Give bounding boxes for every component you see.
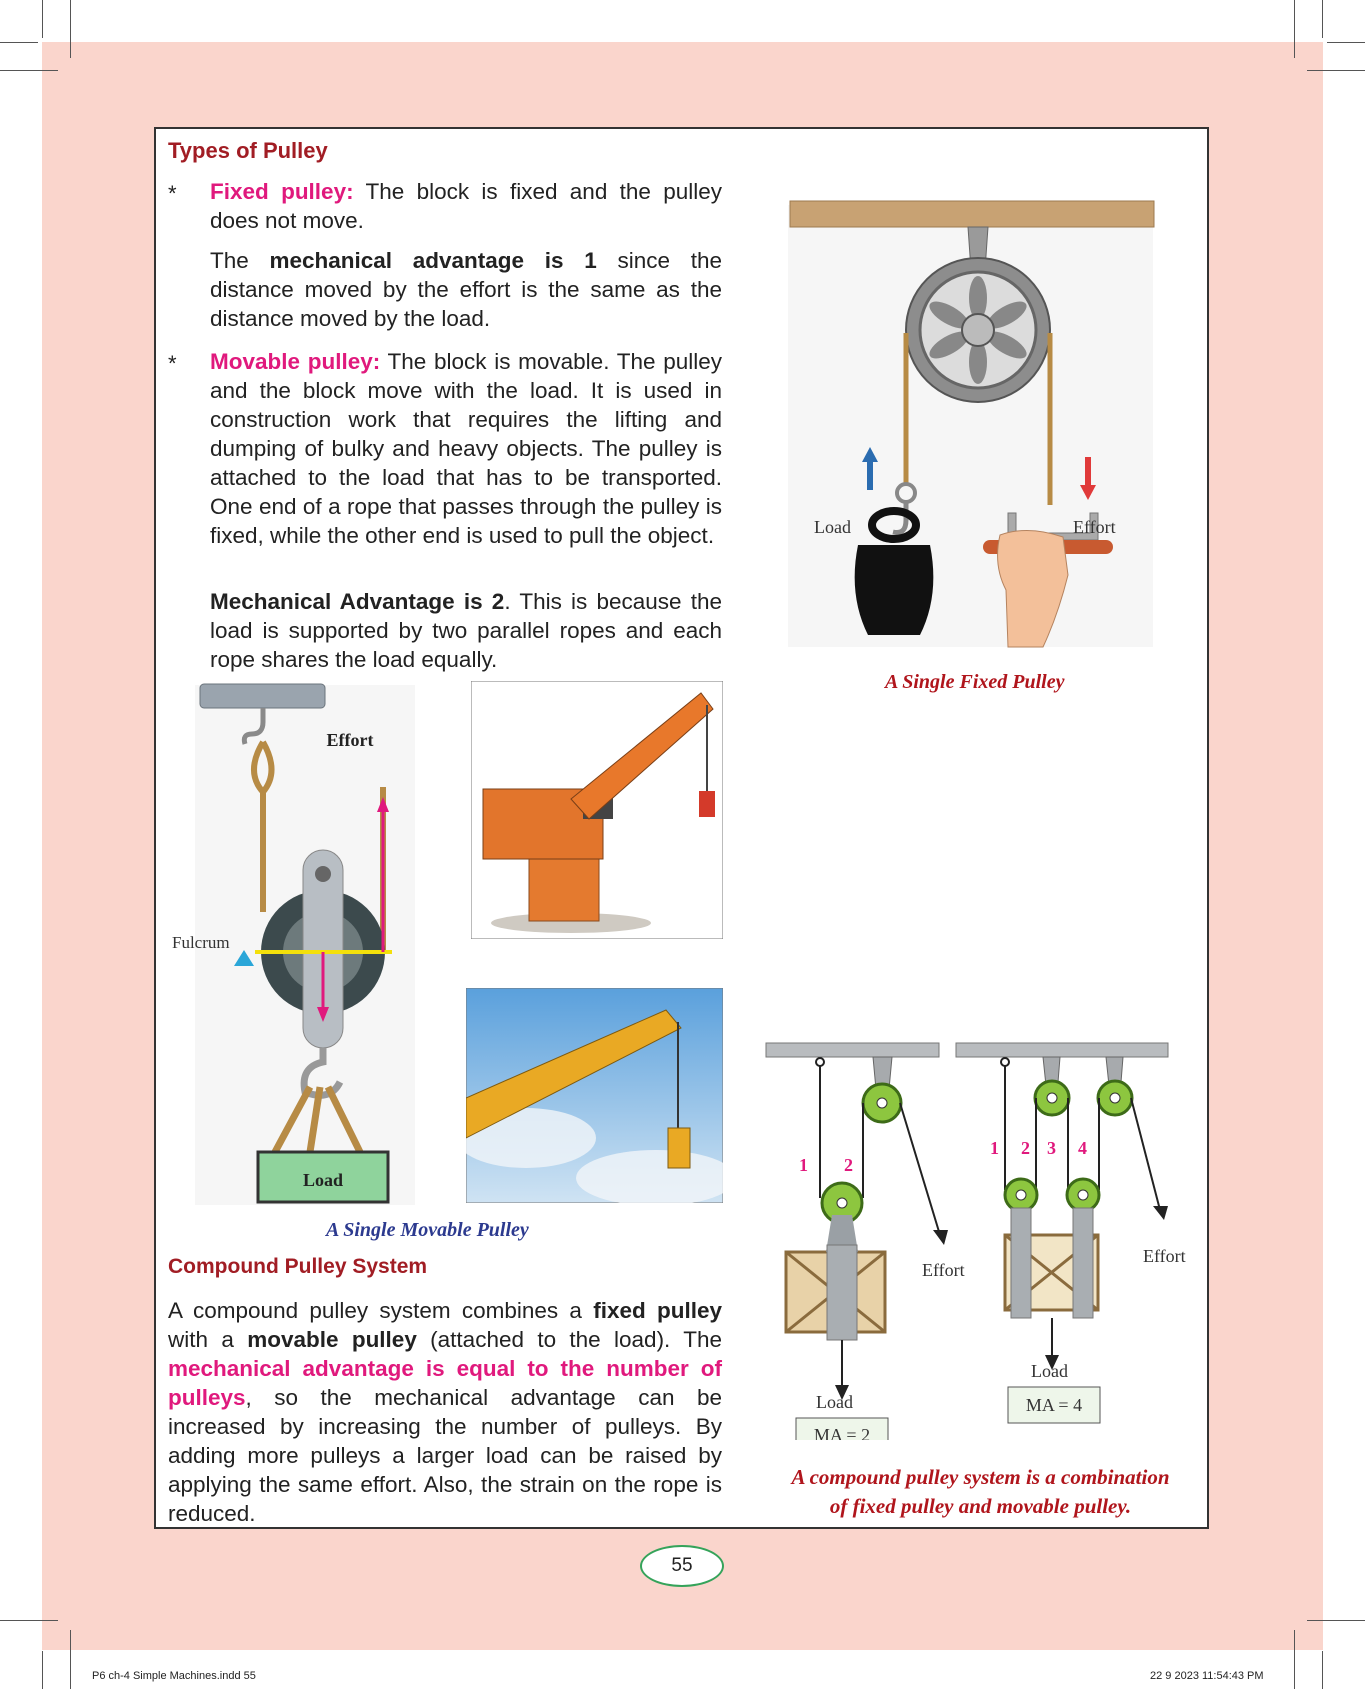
movable-pulley-caption: A Single Movable Pulley: [326, 1219, 529, 1241]
compound-highlight: mechanical advantage is equal to the number of pulleys: [168, 1356, 722, 1410]
compound-caption-line-2: of fixed pulley and movable pulley.: [829, 1494, 1132, 1518]
crop-mark: [1294, 0, 1295, 58]
fixed-ma-paragraph: [210, 246, 722, 333]
movable-pulley-label: Movable pulley:: [210, 349, 381, 374]
crop-mark: [0, 42, 38, 43]
fixed-pulley-label: Fixed pulley:: [210, 179, 354, 204]
kettlebell: [855, 545, 934, 635]
movable-ma-paragraph: [210, 587, 722, 674]
compound-bold-1: fixed pulley: [593, 1298, 722, 1323]
compound-bold-2: movable pulley: [247, 1327, 417, 1352]
single-fixed-pulley-figure: [788, 195, 1158, 660]
fixed-pulley-paragraph: [210, 177, 722, 235]
left-ceiling: [766, 1043, 939, 1057]
compound-text-4: , so the mechanical advantage can be increased by increasing the number of pulleys. By adding more pulleys a larger load can be raised by applying the same effort. Also, the strain on the rope is reduced.: [168, 1385, 722, 1526]
footer-file-info: P6 ch-4 Simple Machines.indd 55: [92, 1670, 256, 1682]
crane-hook-block: [699, 791, 715, 817]
crane-photo-2: [466, 988, 723, 1203]
movable-pulley-paragraph: [210, 347, 722, 550]
block-strap: [1011, 1208, 1031, 1318]
crop-mark: [42, 0, 43, 38]
fixed-load-label: Load: [814, 517, 851, 537]
crop-mark: [1294, 1630, 1295, 1689]
pulley-axle: [315, 866, 331, 882]
crop-mark: [1322, 0, 1323, 38]
left-effort-label: Effort: [922, 1260, 965, 1280]
crop-mark: [1307, 70, 1365, 71]
right-ma-label: MA = 4: [1025, 1395, 1083, 1415]
movable-pulley-text: The block is movable. The pulley and the block move with the load. It is used in construction work that requires the lifting and dumping of bulky and heavy objects. The pulley is attached to the load that has to be transported. One end of a rope that passes through the pulley is fixed, while the other end is used to pull the object.: [210, 349, 722, 548]
block-strap: [1073, 1208, 1093, 1318]
rope-number: 1: [990, 1138, 999, 1158]
right-load-label: Load: [1031, 1361, 1068, 1381]
left-ma-label: MA = 2: [813, 1425, 871, 1440]
pulley-axle: [1078, 1190, 1088, 1200]
page-number: 55: [640, 1545, 724, 1587]
right-effort-label: Effort: [1143, 1246, 1186, 1266]
compound-text-1: A compound pulley system combines a: [168, 1298, 594, 1323]
effort-rope: [1131, 1098, 1160, 1210]
fixed-effort-label: Effort: [1073, 517, 1116, 537]
crop-mark: [42, 1651, 43, 1689]
pulley-axle: [1110, 1093, 1120, 1103]
single-movable-pulley-figure: [160, 682, 420, 1212]
crop-mark: [0, 70, 58, 71]
footer-timestamp: 22 9 2023 11:54:43 PM: [1150, 1670, 1264, 1682]
ceiling-bar: [200, 684, 325, 708]
left-load-label: Load: [816, 1392, 853, 1412]
bullet: *: [168, 351, 177, 376]
fulcrum-label: Fulcrum: [172, 933, 230, 952]
compound-text-2: with a: [168, 1327, 248, 1352]
crop-mark: [0, 1620, 58, 1621]
compound-caption: [758, 1463, 1203, 1521]
rope-number: 2: [1021, 1138, 1030, 1158]
pulley-axle: [1047, 1093, 1057, 1103]
pulley-hub: [962, 314, 994, 346]
compound-text-3: (attached to the load). The: [416, 1327, 723, 1352]
crane-photo-1: [471, 681, 723, 939]
pulley-axle: [877, 1098, 887, 1108]
fixed-ma-pre: The: [210, 248, 270, 273]
movable-load-label: Load: [302, 1170, 344, 1190]
crop-mark: [1322, 1651, 1323, 1689]
fixed-ma-bold: mechanical advantage is 1: [269, 248, 597, 273]
compound-heading: Compound Pulley System: [168, 1255, 428, 1278]
rope-number: 4: [1078, 1138, 1087, 1158]
compound-caption-line-1: A compound pulley system is a combination: [791, 1465, 1170, 1489]
fixed-ma-post: since the distance moved by the effort is the same as the distance moved by the load.: [210, 248, 722, 331]
crane-hook-block: [668, 1128, 690, 1168]
section-heading: Types of Pulley: [168, 138, 328, 163]
crop-mark: [1327, 42, 1365, 43]
compound-pulley-figure: [760, 1040, 1200, 1440]
crop-mark: [70, 0, 71, 58]
right-ceiling: [956, 1043, 1168, 1057]
rope-anchor: [816, 1058, 824, 1066]
crop-mark: [70, 1630, 71, 1689]
movable-ma-post: . This is because the load is supported by two parallel ropes and each rope shares the load equally.: [210, 589, 723, 672]
rope-anchor: [1001, 1058, 1009, 1066]
compound-paragraph: [168, 1296, 722, 1528]
movable-ma-bold: Mechanical Advantage is 2: [210, 589, 505, 614]
effort-arrow-head: [933, 1230, 948, 1245]
bullet: *: [168, 181, 177, 206]
pulley-axle: [837, 1198, 847, 1208]
fixed-pulley-text: The block is fixed and the pulley does not move.: [210, 179, 723, 233]
movable-effort-label: Effort: [326, 730, 374, 750]
rope-number: 1: [799, 1155, 808, 1175]
effort-arrow-head: [1153, 1206, 1168, 1220]
pulley-axle: [1016, 1190, 1026, 1200]
crop-mark: [1307, 1620, 1365, 1621]
effort-rope: [900, 1103, 940, 1235]
fixed-pulley-caption: A Single Fixed Pulley: [885, 671, 1065, 693]
crane-pedestal: [529, 851, 599, 921]
ceiling-beam: [790, 201, 1154, 227]
block-strap: [827, 1245, 857, 1340]
rope-number: 2: [844, 1155, 853, 1175]
rope-number: 3: [1047, 1138, 1056, 1158]
